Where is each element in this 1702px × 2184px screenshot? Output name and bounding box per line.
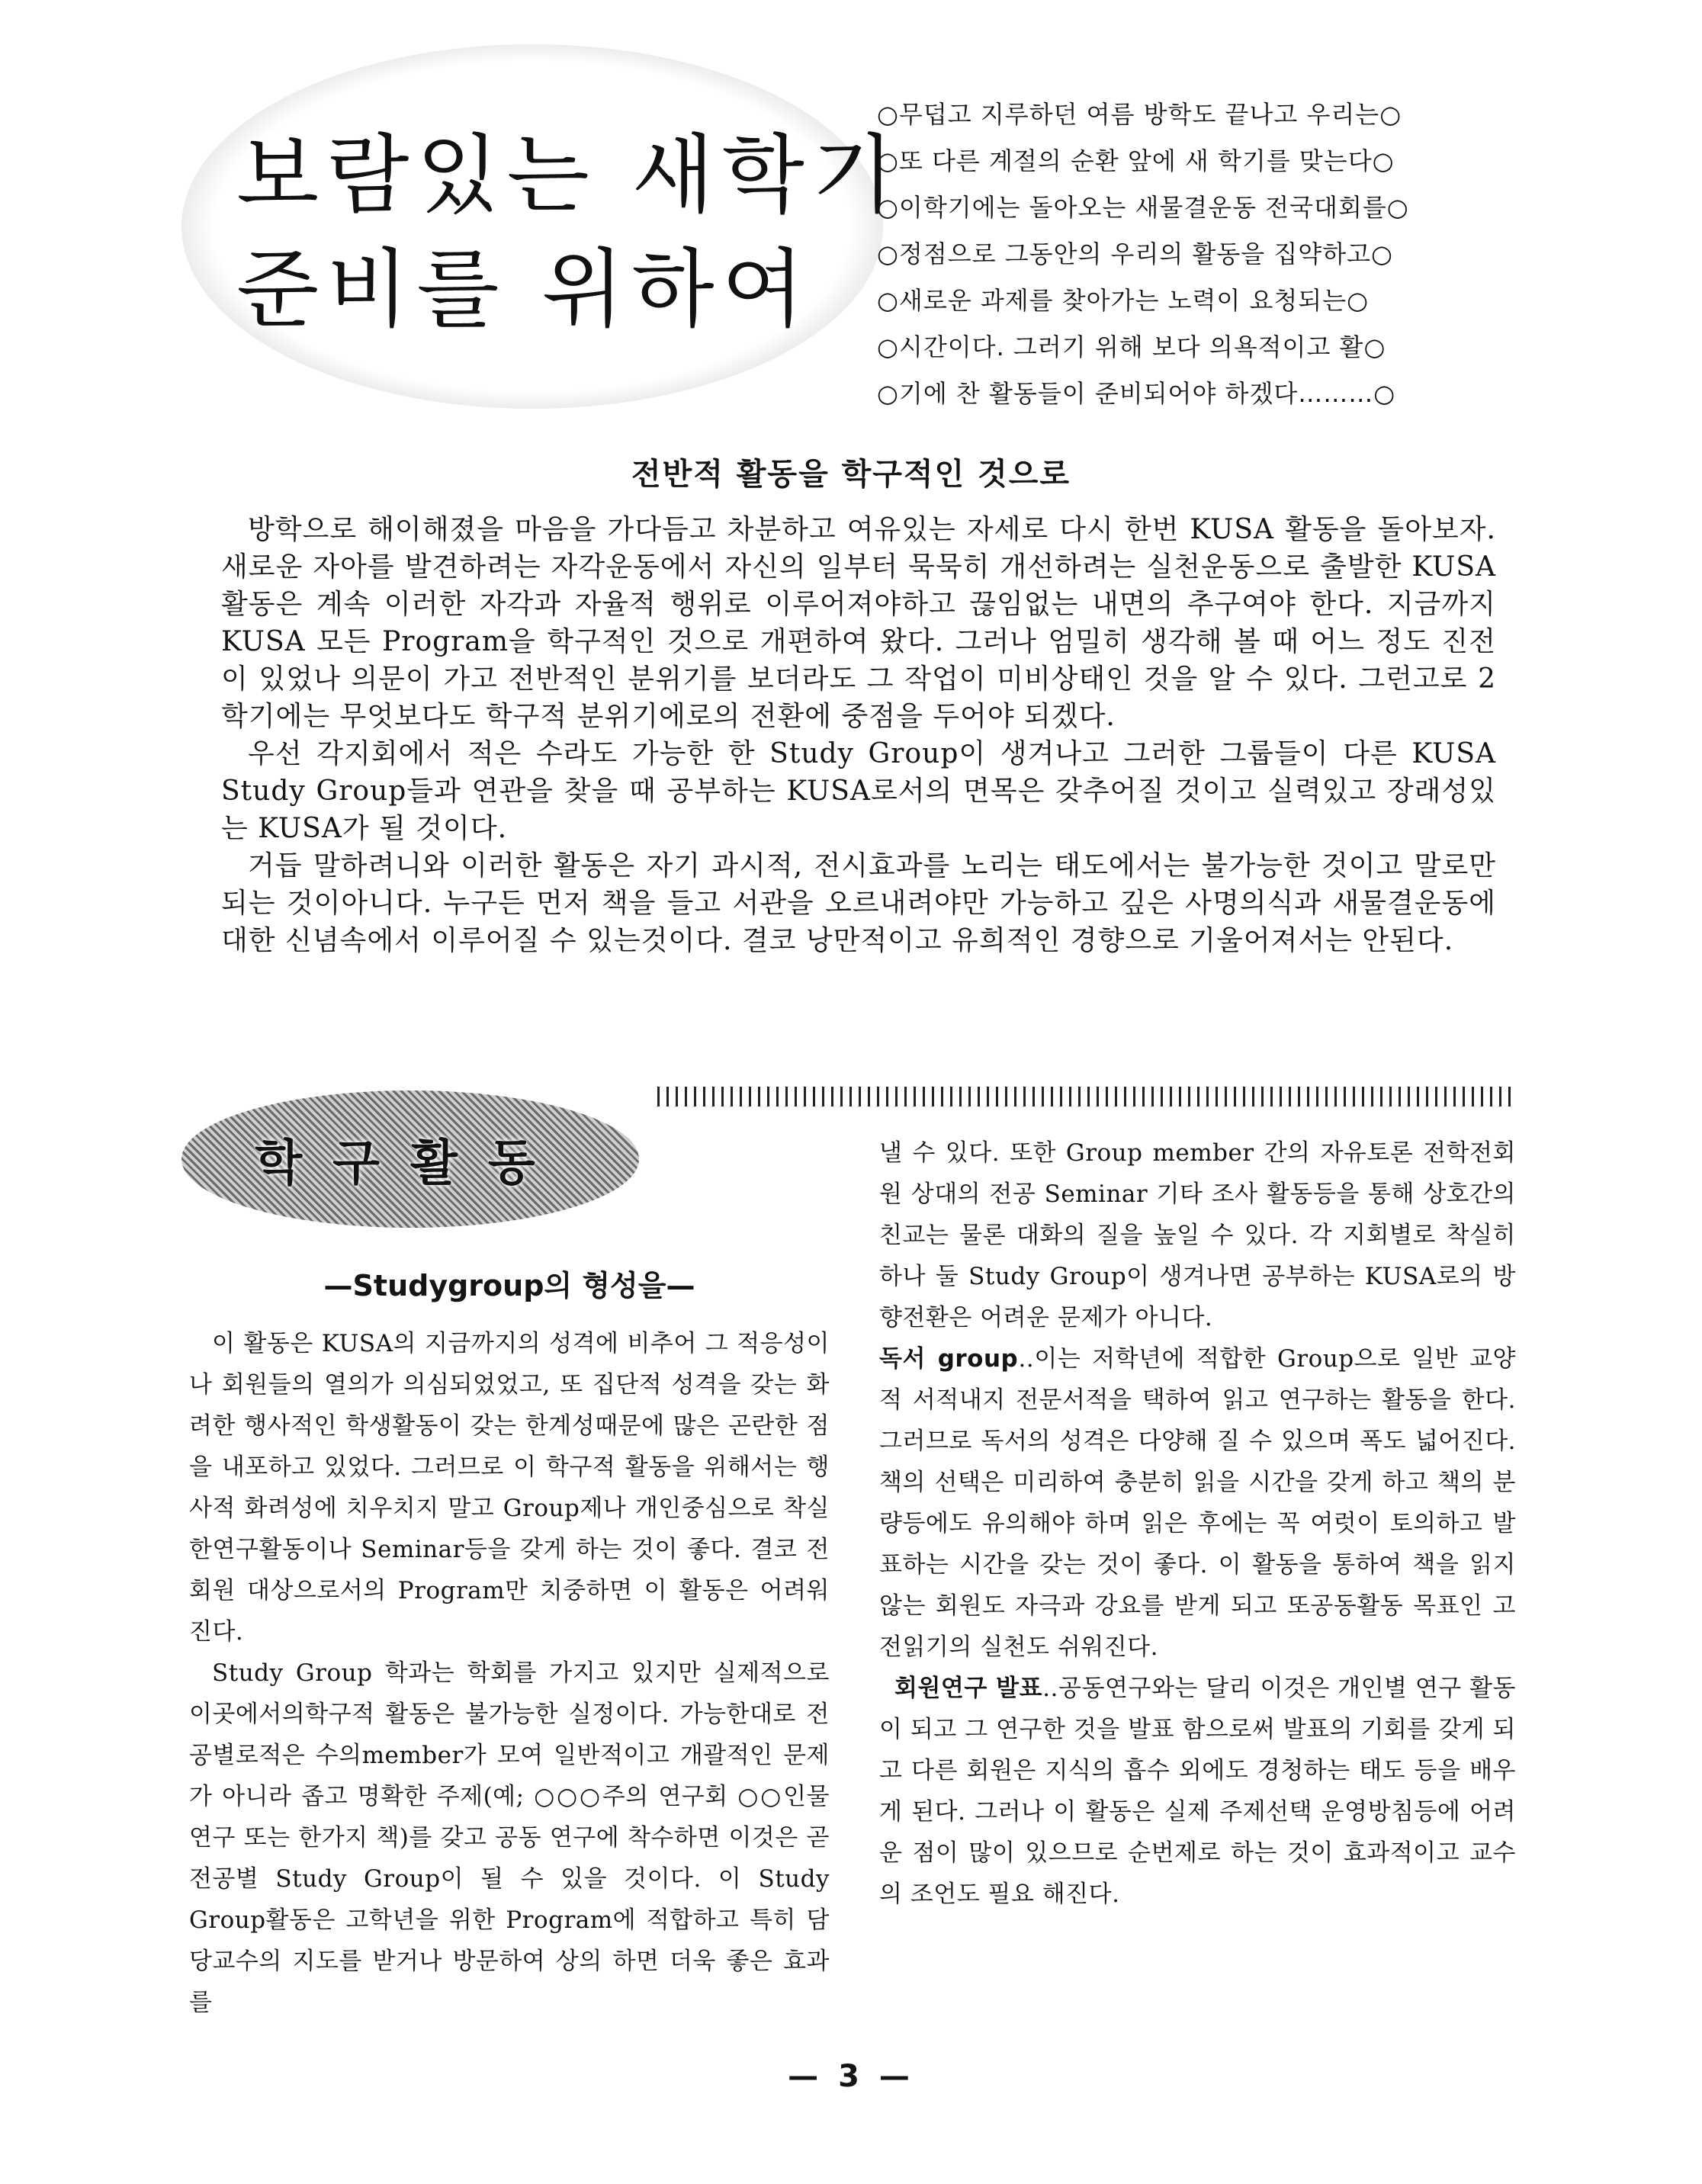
paragraph: 우선 각지회에서 적은 수라도 가능한 한 Study Group이 생겨나고 그러한 그룹들이 다른 KUSA Study Group들과 연관을 찾을 때 공부하는 KUSA로서의 면목은 갖추어질 것이고 실력있고 장래성있는 KUSA가 될 것이다. xyxy=(221,738,1496,844)
title-line-2: 준비를 위하여 xyxy=(236,240,812,339)
intro-line: ○무덥고 지루하던 여름 방학도 끝나고 우리는○ xyxy=(877,100,1402,129)
intro-line: ○또 다른 계절의 순환 앞에 새 학기를 맞는다○ xyxy=(877,146,1395,175)
paragraph: 방학으로 해이해졌을 마음을 가다듬고 차분하고 여유있는 자세로 다시 한번 KUSA 활동을 돌아보자. 새로운 자아를 발견하려는 자각운동에서 자신의 일부터 묵묵히 개선하려는 실천운동으로 출발한 KUSA활동은 계속 이러한 자각과 자율적 행위로 이루어져야하고 끊임없는 내면의 추구여야 한다. 지금까지 KUSA 모든 Program을 학구적인 것으로 개편하여 왔다. 그러나 엄밀히 생각해 볼 때 어느 정도 진전이 있었나 의문이 가고 전반적인 분위기를 보더라도 그 작업이 미비상태인 것을 알 수 있다. 그런고로 2학기에는 무엇보다도 학구적 분위기에로의 전환에 중점을 두어야 되겠다. xyxy=(221,514,1496,732)
intro-line: ○시간이다. 그러기 위해 보다 의욕적이고 활○ xyxy=(877,332,1386,361)
member-research-paragraph xyxy=(879,1668,1516,1915)
paragraph: Study Group 학과는 학회를 가지고 있지만 실제적으로 이곳에서의학구적 활동은 불가능한 실정이다. 가능한대로 전공별로적은 수의member가 모여 일반적이고 개괄적인 문제가 아니라 좁고 명확한 주제(예; ○○○주의 연구회 ○○인물 연구 또는 한가지 책)를 갖고 공동 연구에 착수하면 이것은 곧 전공별 Study Group이 될 수 있을 것이다. 이 Study Group활동은 고학년을 위한 Program에 적합하고 특히 담당교수의 지도를 받거나 방문하여 상의 하면 더욱 좋은 효과를 xyxy=(189,1659,830,2016)
paragraph: 거듭 말하려니와 이러한 활동은 자기 과시적, 전시효과를 노리는 태도에서는 불가능한 것이고 말로만 되는 것이아니다. 누구든 먼저 책을 들고 서관을 오르내려야만 가능하고 깊은 사명의식과 새물결운동에 대한 신념속에서 이루어질 수 있는것이다. 결코 낭만적이고 유희적인 경향으로 기울어져서는 안된다. xyxy=(221,850,1496,956)
member-research-label: 회원연구 발표 xyxy=(894,1675,1042,1702)
intro-line: ○기에 찬 활동들이 준비되어야 하겠다………○ xyxy=(877,379,1396,408)
section-body xyxy=(221,511,1496,959)
reading-group-label: 독서 group xyxy=(879,1345,1019,1373)
decorative-divider xyxy=(657,1087,1511,1106)
badge-label: 학구활동 xyxy=(255,1135,566,1192)
section-badge xyxy=(181,1090,639,1228)
reading-group-paragraph xyxy=(879,1338,1516,1668)
section-subheading: —Studygroup의 형성을— xyxy=(323,1269,695,1302)
reading-group-text: ‥이는 저학년에 적합한 Group으로 일반 교양적 서적내지 전문서적을 택하여 읽고 연구하는 활동을 한다. 그러므로 독서의 성격은 다양해 질 수 있으며 폭도 넓어진다. 책의 선택은 미리하여 충분히 읽을 시간을 갖게 하고 책의 분량등에도 유의해야 하며 읽은 후에는 꼭 여럿이 토의하고 발표하는 시간을 갖는 것이 좋다. 이 활동을 통하여 책을 읽지 않는 회원도 자극과 강요를 받게 되고 또공동활동 목표인 고전읽기의 실천도 쉬워진다. xyxy=(879,1345,1516,1661)
page-number: — 3 — xyxy=(788,2059,914,2094)
left-column xyxy=(189,1323,830,2023)
paragraph: 이 활동은 KUSA의 지금까지의 성격에 비추어 그 적응성이나 회원들의 열의가 의심되었었고, 또 집단적 성격을 갖는 화려한 행사적인 학생활동이 갖는 한계성때문에 많은 곤란한 점을 내포하고 있었다. 그러므로 이 학구적 활동을 위해서는 행사적 화려성에 치우치지 말고 Group제나 개인중심으로 착실한연구활동이나 Seminar등을 갖게 하는 것이 좋다. 결코 전회원 대상으로서의 Program만 치중하면 이 활동은 어려워진다. xyxy=(189,1330,830,1646)
intro-line: ○정점으로 그동안의 우리의 활동을 집약하고○ xyxy=(877,239,1393,268)
right-column xyxy=(879,1132,1516,1915)
member-research-text: ‥공동연구와는 달리 이것은 개인별 연구 활동이 되고 그 연구한 것을 발표 함으로써 발표의 기회를 갖게 되고 다른 회원은 지식의 흡수 외에도 경청하는 태도 등을 배우게 된다. 그러나 이 활동은 실제 주제선택 운영방침등에 어려운 점이 많이 있으므로 순번제로 하는 것이 효과적이고 교수의 조언도 필요 해진다. xyxy=(879,1675,1516,1908)
section-heading: 전반적 활동을 학구적인 것으로 xyxy=(631,457,1071,492)
intro-block xyxy=(877,92,1533,417)
paragraph: 낼 수 있다. 또한 Group member 간의 자유토론 전학전회원 상대의 전공 Seminar 기타 조사 활동등을 통해 상호간의 친교는 물론 대화의 질을 높일 수 있다. 각 지회별로 착실히 하나 둘 Study Group이 생겨나면 공부하는 KUSA로의 방향전환은 어려운 문제가 아니다. xyxy=(879,1139,1516,1331)
title-line-1: 보람있는 새학기 xyxy=(236,126,902,225)
intro-line: ○새로운 과제를 찾아가는 노력이 요청되는○ xyxy=(877,286,1370,315)
intro-line: ○이학기에는 돌아오는 새물결운동 전국대회를○ xyxy=(877,193,1409,222)
